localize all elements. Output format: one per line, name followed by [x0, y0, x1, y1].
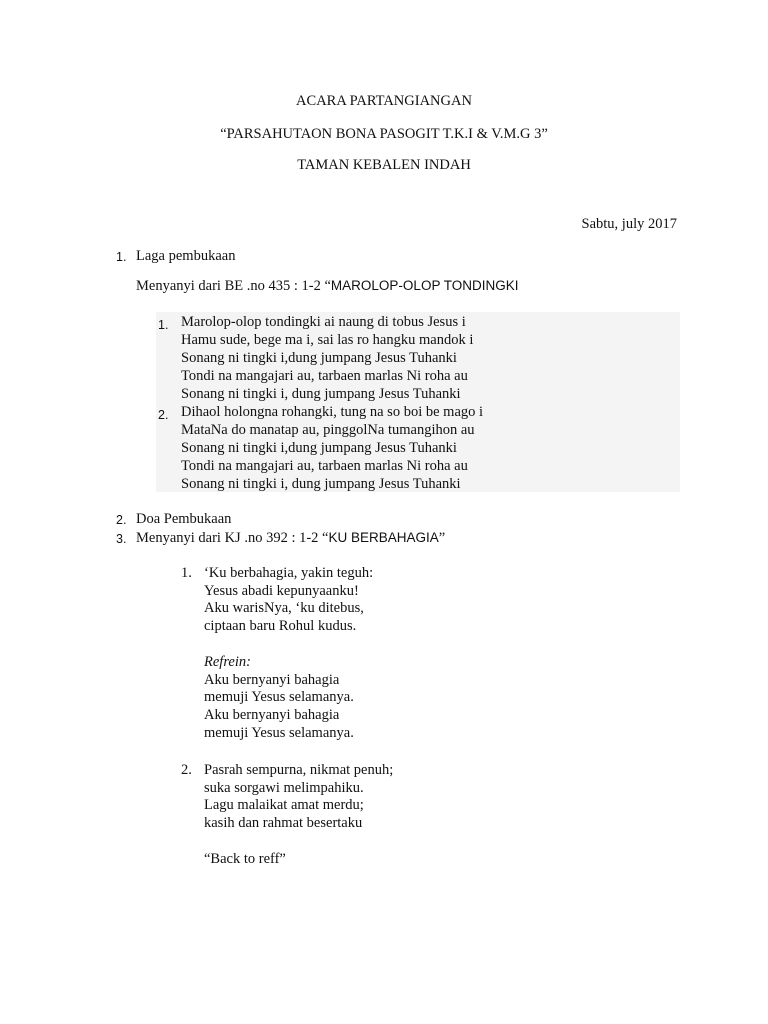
- lyric-line: Aku warisNya, ‘ku ditebus,: [204, 600, 364, 617]
- lyric-line: ciptaan baru Rohul kudus.: [204, 618, 357, 635]
- item-1-number: 1.: [116, 250, 127, 264]
- song2-verse2-number: 2.: [181, 762, 192, 778]
- document-title: ACARA PARTANGIANGAN: [296, 93, 472, 109]
- song1-verse1-number: 1.: [158, 318, 169, 332]
- item-3-label-text: Menyanyi dari KJ .no 392 : 1-2 “: [136, 530, 329, 546]
- song2-verse1: [204, 565, 373, 636]
- lyric-line: Lagu malaikat amat merdu;: [204, 797, 364, 814]
- lyric-line: Tondi na mangajari au, tarbaen marlas Ni roha au: [181, 368, 468, 384]
- lyric-line: suka sorgawi melimpahiku.: [204, 779, 364, 796]
- lyric-line: Sonang ni tingki i,dung jumpang Jesus Tuhanki: [181, 440, 457, 456]
- lyric-line: Aku bernyanyi bahagia: [204, 671, 340, 688]
- refrain-label: Refrein:: [204, 654, 251, 670]
- song1-verse1: [181, 313, 473, 403]
- lyric-line: kasih dan rahmat besertaku: [204, 815, 363, 832]
- lyric-line: Sonang ni tingki i, dung jumpang Jesus Tuhanki: [181, 476, 461, 492]
- lyric-line: Sonang ni tingki i, dung jumpang Jesus Tuhanki: [181, 386, 461, 402]
- document-subtitle: “PARSAHUTAON BONA PASOGIT T.K.I & V.M.G 3”: [220, 126, 548, 142]
- lyric-line: Yesus abadi kepunyaanku!: [204, 582, 359, 599]
- item-1-label: Laga pembukaan: [136, 248, 236, 264]
- lyric-line: Dihaol holongna rohangki, tung na so boi be mago i: [181, 404, 484, 420]
- lyric-line: Tondi na mangajari au, tarbaen marlas Ni roha au: [181, 458, 468, 474]
- song2-verse1-number: 1.: [181, 565, 192, 581]
- lyric-line: memuji Yesus selamanya.: [204, 689, 354, 706]
- item-3-label-end: ”: [438, 530, 446, 546]
- document-date: Sabtu, july 2017: [581, 216, 677, 232]
- lyric-line: memuji Yesus selamanya.: [204, 724, 354, 741]
- item-2-label: Doa Pembukaan: [136, 511, 232, 527]
- lyric-line: Aku bernyanyi bahagia: [204, 707, 340, 724]
- back-to-refrain-note: “Back to reff”: [204, 851, 286, 867]
- item-3-number: 3.: [116, 532, 127, 546]
- song1-verse2: [181, 403, 483, 493]
- song2-refrain: [204, 654, 354, 742]
- lyric-line: MataNa do manatap au, pinggolNa tumangihon au: [181, 422, 475, 438]
- lyric-line: Hamu sude, bege ma i, sai las ro hangku mandok i: [181, 332, 474, 348]
- lyric-line: Marolop-olop tondingki ai naung di tobus Jesus i: [181, 314, 466, 330]
- document-location: TAMAN KEBALEN INDAH: [297, 157, 471, 173]
- song1-intro: [136, 278, 518, 295]
- song1-title: MAROLOP-OLOP TONDINGKI: [330, 278, 519, 293]
- song1-verse2-number: 2.: [158, 408, 169, 422]
- song2-title: KU BERBAHAGIA: [328, 530, 439, 545]
- item-3-label: [136, 530, 445, 547]
- item-2-number: 2.: [116, 513, 127, 527]
- lyric-line: ‘Ku berbahagia, yakin teguh:: [204, 565, 374, 581]
- lyric-line: Pasrah sempurna, nikmat penuh;: [204, 762, 394, 778]
- song1-intro-text: Menyanyi dari BE .no 435 : 1-2 “: [136, 278, 331, 294]
- lyric-line: Sonang ni tingki i,dung jumpang Jesus Tuhanki: [181, 350, 457, 366]
- song2-verse2: [204, 762, 393, 833]
